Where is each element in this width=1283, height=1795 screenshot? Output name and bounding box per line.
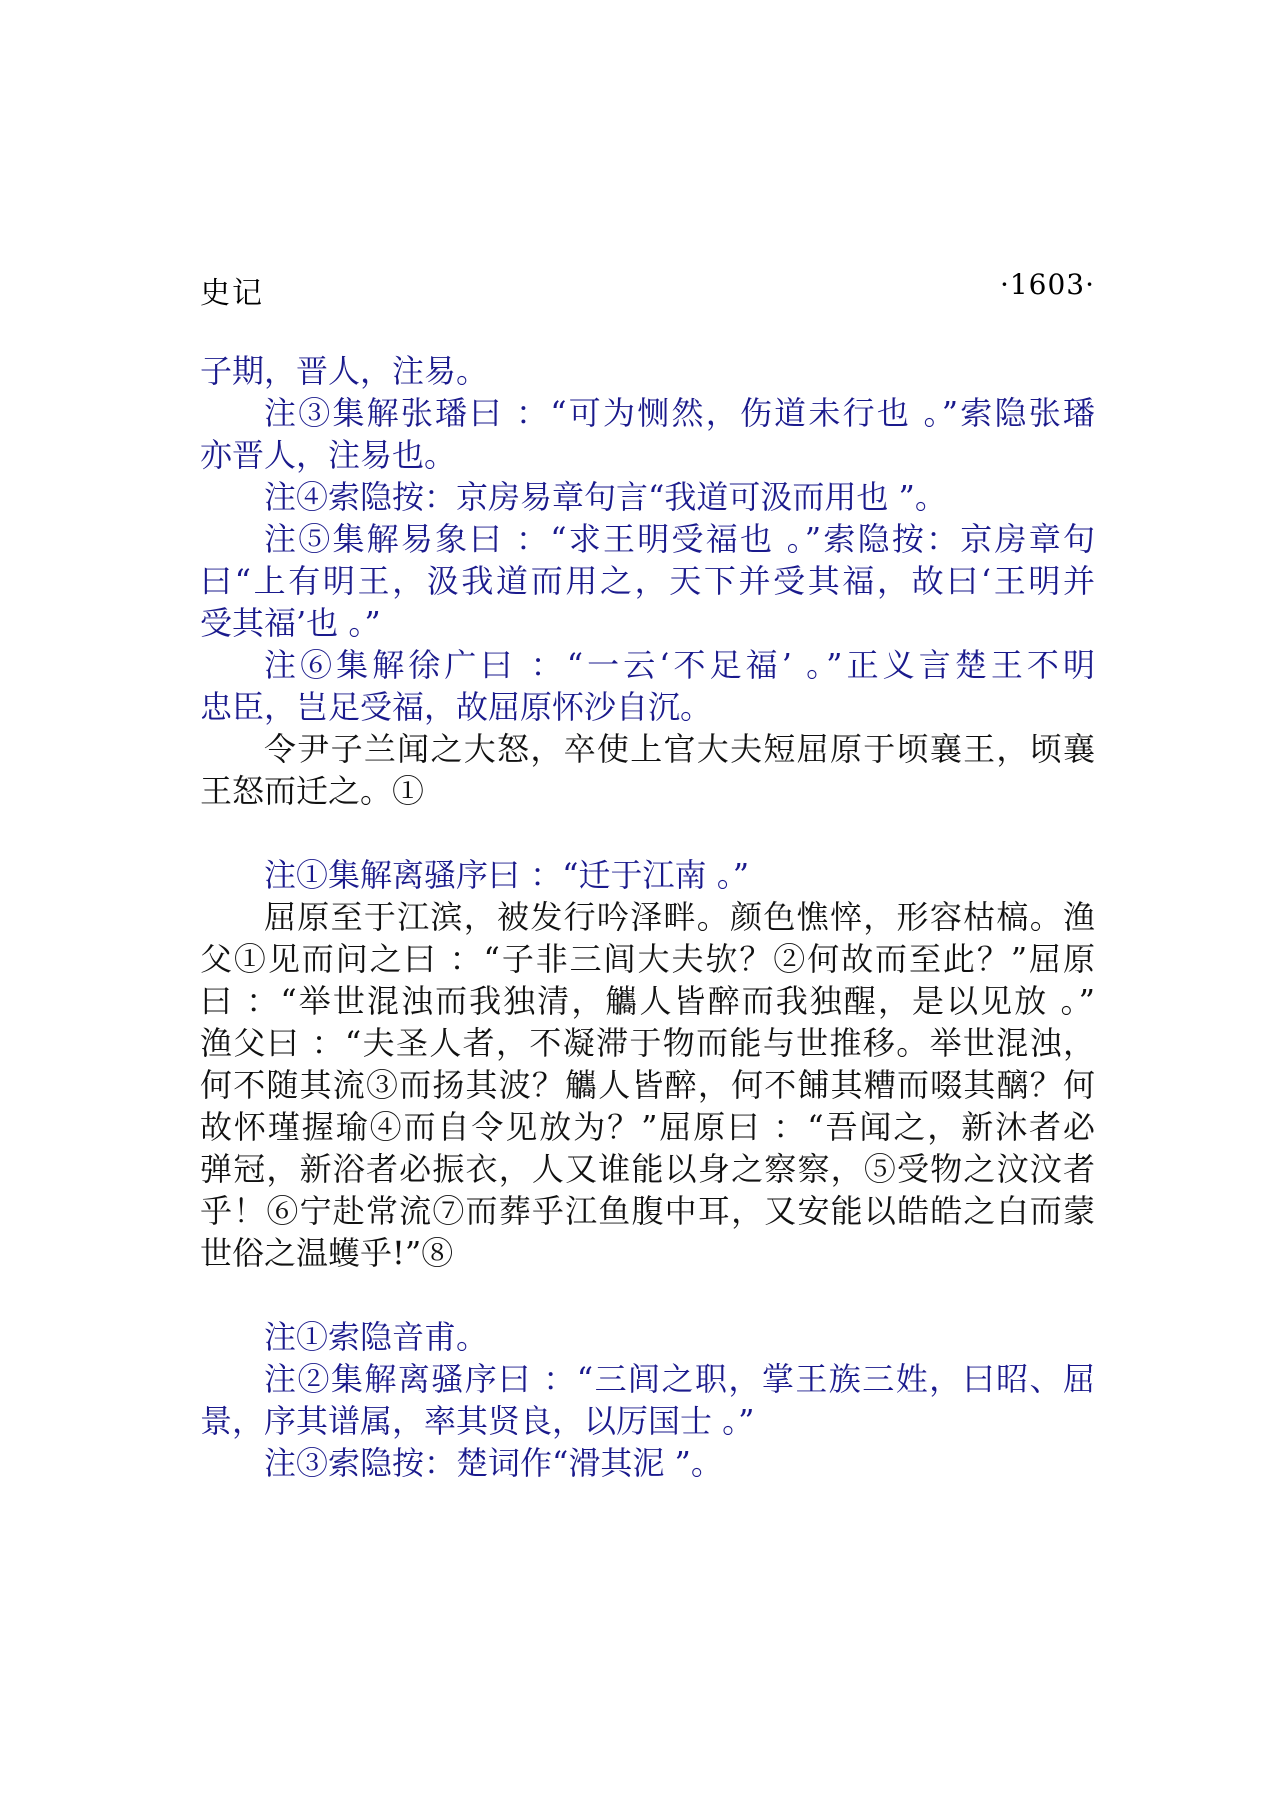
note-text-line: 子期，晋人，注易。 — [200, 352, 489, 390]
main-text-line: 令尹子兰闻之大怒，卒使上官大夫短屈原于顷襄王，顷襄 — [264, 730, 1095, 768]
note-text-line: 注①集解离骚序曰 ：“迁于江南 。” — [264, 856, 750, 894]
note-text-line: 注⑤集解易象曰 ：“求王明受福也 。”索隐按：京房章句 — [264, 520, 1095, 558]
paragraph-gap — [200, 812, 1095, 854]
main-text-line: 乎！⑥宁赴常流⑦而葬乎江鱼腹中耳，又安能以皓皓之白而蒙 — [200, 1192, 1095, 1230]
page-header — [200, 268, 1095, 312]
main-text-line: 曰 ：“举世混浊而我独清，觿人皆醉而我独醒，是以见放 。” — [200, 982, 1095, 1020]
main-text-line: 王怒而迁之。① — [200, 772, 425, 810]
note-text-line: 注①索隐音甫。 — [264, 1318, 489, 1356]
note-text-line: 注②集解离骚序曰 ：“三闾之职，掌王族三姓，曰昭、屈 — [264, 1360, 1095, 1398]
main-text-line: 屈原至于江滨，被发行吟泽畔。颜色憔悴，形容枯槁。渔 — [264, 898, 1095, 936]
book-title: 史记 — [200, 276, 264, 311]
paragraph-gap — [200, 1274, 1095, 1316]
note-text-line: 亦晋人，注易也。 — [200, 436, 457, 474]
note-text-line: 景，序其谱属，率其贤良，以厉国士 。” — [200, 1402, 755, 1440]
main-text-line: 何不随其流③而扬其波？觿人皆醉，何不餔其糟而啜其醨？何 — [200, 1066, 1095, 1104]
note-text-line: 注④索隐按：京房易章句言“我道可汲而用也 ”。 — [264, 478, 947, 516]
main-text-line: 故怀瑾握瑜④而自令见放为？”屈原曰 ：“吾闻之，新沐者必 — [200, 1108, 1095, 1146]
page-number: ·1603· — [999, 268, 1095, 301]
main-text-line: 父①见而问之曰 ：“子非三闾大夫欤？②何故而至此？”屈原 — [200, 940, 1095, 978]
note-text-line: 注③索隐按：楚词作“滑其泥 ”。 — [264, 1444, 723, 1482]
note-text-line: 注③集解张璠曰 ：“可为恻然，伤道未行也 。”索隐张璠 — [264, 394, 1095, 432]
page-body — [200, 350, 1095, 1484]
main-text-line: 世俗之温蠖乎!”⑧ — [200, 1234, 454, 1272]
note-text-line: 注⑥集解徐广曰 ：“一云‘不足福’ 。”正义言楚王不明 — [264, 646, 1095, 684]
note-text-line: 受其福’也 。” — [200, 604, 381, 642]
note-text-line: 曰“上有明王，汲我道而用之，天下并受其福，故曰‘王明并 — [200, 562, 1095, 600]
main-text-line: 弹冠，新浴者必振衣，人又谁能以身之察察，⑤受物之汶汶者 — [200, 1150, 1095, 1188]
main-text-line: 渔父曰 ：“夫圣人者，不凝滞于物而能与世推移。举世混浊， — [200, 1024, 1095, 1062]
note-text-line: 忠臣，岂足受福，故屈原怀沙自沉。 — [200, 688, 713, 726]
